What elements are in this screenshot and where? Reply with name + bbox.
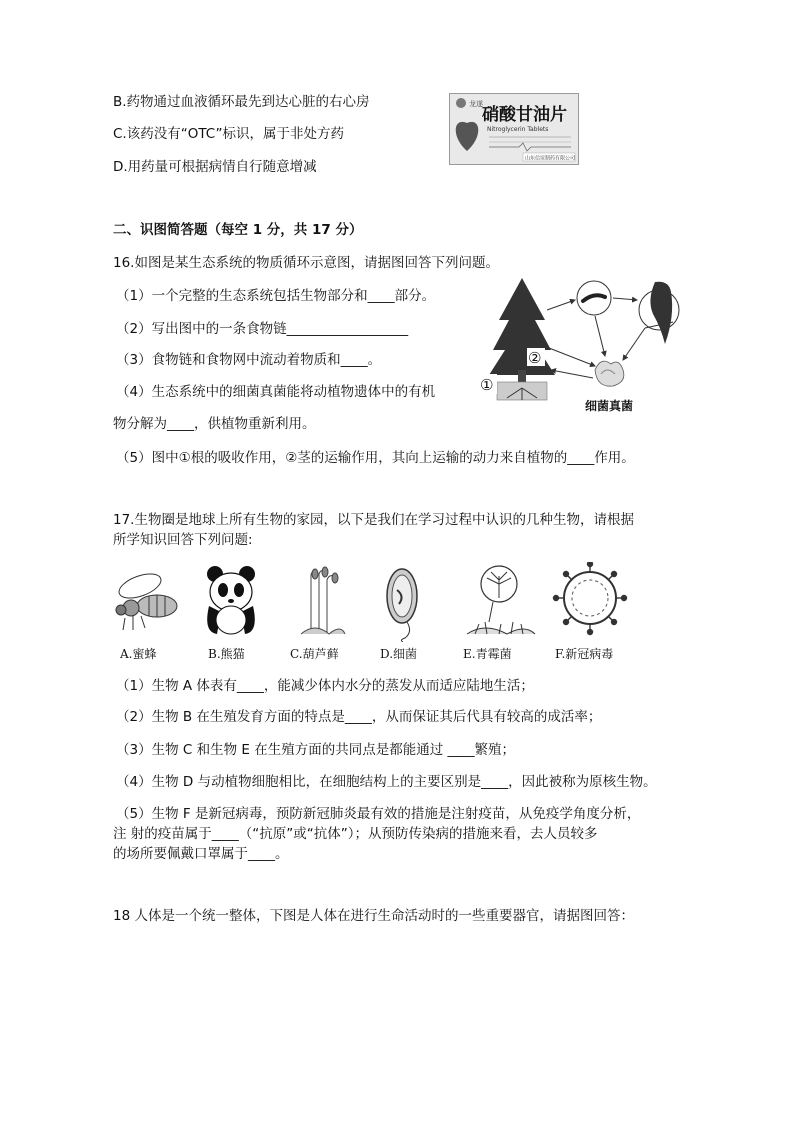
q17-item-1: （1）生物 A 体表有____，能减少体内水分的蒸发从而适应陆地生活；: [116, 678, 534, 694]
figure-label-1: ①: [480, 376, 494, 394]
bacterium-icon: [387, 569, 417, 642]
q17-stem-1: 17.生物圈是地球上所有生物的家园，以下是我们在学习过程中认识的几种生物，请根据: [113, 512, 634, 528]
bee-icon: [116, 569, 177, 630]
drug-subtitle: Nitroglycerin Tablets: [487, 126, 549, 133]
organism-label-c: C.葫芦藓: [290, 647, 339, 661]
organism-label-a: A.蜜蜂: [120, 647, 157, 661]
q16-item-5: （5）图中①根的吸收作用，②茎的运输作用，其向上运输的动力来自植物的____作用。: [116, 450, 635, 466]
moss-icon: [301, 567, 345, 634]
panda-icon: [207, 566, 255, 634]
q17-item-5: （5）生物 F 是新冠病毒，预防新冠肺炎最有效的措施是注射疫苗，从免疫学角度分析，: [116, 806, 641, 822]
drug-maker: 山东信谊制药有限公司: [525, 155, 576, 162]
ecosystem-diagram: [477, 270, 687, 420]
q17-item-4: （4）生物 D 与动植物细胞相比，在细胞结构上的主要区别是____，因此被称为原核生物。: [116, 774, 657, 790]
q17-item-3: （3）生物 C 和生物 E 在生殖方面的共同点是都能通过 ____繁殖；: [116, 742, 516, 758]
q16-item-4: （4）生态系统中的细菌真菌能将动植物遗体中的有机: [116, 384, 436, 400]
organism-label-e: E.青霉菌: [463, 647, 512, 661]
organism-label-d: D.细菌: [380, 647, 418, 661]
q18-stem: 18 人体是一个统一整体，下图是人体在进行生命活动时的一些重要器官，请据图回答：: [113, 908, 634, 924]
q16-item-4-cont: 物分解为____，供植物重新利用。: [113, 416, 316, 432]
q16-stem: 16.如图是某生态系统的物质循环示意图，请据图回答下列问题。: [113, 255, 499, 271]
q17-item-5-cont-2: 的场所要佩戴口罩属于____。: [113, 846, 289, 862]
q16-item-3: （3）食物链和食物网中流动着物质和____。: [116, 352, 382, 368]
section-title: 二、识图简答题（每空 1 分，共 17 分）: [113, 222, 363, 238]
organism-label-f: F.新冠病毒: [555, 647, 614, 661]
organism-label-b: B.熊猫: [208, 647, 245, 661]
option-c: C.该药没有“OTC”标识，属于非处方药: [113, 126, 344, 142]
q17-stem-2: 所学知识回答下列问题:: [113, 532, 253, 548]
drug-box-image: [449, 93, 579, 165]
penicillium-icon: [467, 566, 535, 634]
option-b: B.药物通过血液循环最先到达心脏的右心房: [113, 94, 370, 110]
organism-illustrations: [115, 562, 645, 642]
option-d: D.用药量可根据病情自行随意增减: [113, 159, 317, 175]
figure-caption: 细菌真菌: [585, 399, 634, 413]
q16-item-2: （2）写出图中的一条食物链__________________: [116, 321, 409, 337]
q17-item-5-cont-1: 注 射的疫苗属于____（“抗原”或“抗体”）；从预防传染病的措施来看，去人员较多: [113, 826, 598, 842]
drug-brand: 龙遂: [469, 100, 483, 108]
virus-icon: [554, 562, 627, 635]
q16-item-1: （1）一个完整的生态系统包括生物部分和____部分。: [116, 288, 436, 304]
drug-name: 硝酸甘油片: [482, 105, 567, 125]
figure-label-2: ②: [528, 349, 542, 367]
q17-item-2: （2）生物 B 在生殖发育方面的特点是____，从而保证其后代具有较高的成活率；: [116, 709, 602, 725]
